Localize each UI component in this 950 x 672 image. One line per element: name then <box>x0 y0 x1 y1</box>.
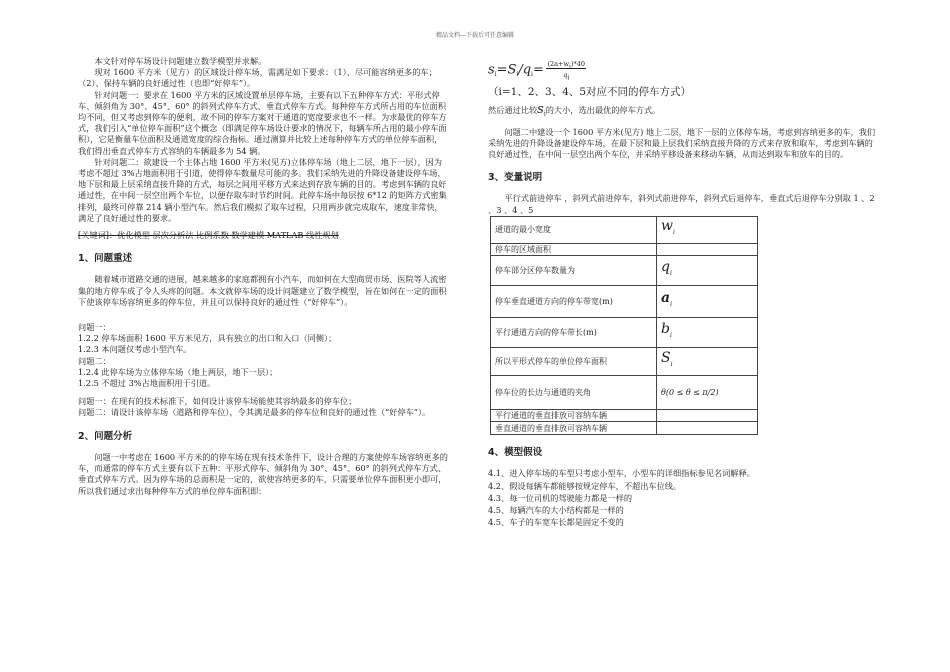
section2-title: 2、问题分析 <box>78 430 133 442</box>
table-row: 通道的最小宽度 $w_i$ <box>491 216 758 243</box>
list-item: 4.5、每辆汽车的大小结构都是一样的 <box>488 505 624 516</box>
problem2-summary: 针对问题二：欲建设一个主体占地 1600 平方米(见方)立体停车场（地上二层，地下一层），因为考虑不超过 3%占地面积用于引道，使得停车数量尽可能的多。我们采纳先进的升降设备建设停车场，地下层和最上层采纳直接升降的方式，每层之间用平移方式来达到存放车辆的目的。考虑到车辆的良好通过性，在中间一层空出两个车位，以便存取车时节约时间。此停车场中每层按 6*12 的矩阵方式密集排列，最终可停靠 214 辆小型汽车。然后我们模拟了取车过程，只用两步就完成取车，速度非常快，满足了良好通过性的要求。 <box>78 156 447 223</box>
question1-text: 问题一：在现有的技术标准下，如何设计该停车场能使其容纳最多的停车位； <box>78 396 357 407</box>
intro-paragraph: 本文针对停车场设计问题建立数学模型并求解。 <box>94 56 267 66</box>
right-column <box>488 56 880 529</box>
keywords: [关键词]：优化模型 层次分析法 比例系数 数学建模 MATLAB 线性规划 <box>78 230 339 241</box>
list-item: 4.5、车子的车宽车长都是固定不变的 <box>488 517 624 528</box>
header-note: 精品文档---下载后可任意编辑 <box>435 32 515 39</box>
section1-title: 1、问题重述 <box>78 253 133 265</box>
left-column <box>78 56 450 497</box>
q1-item: 1.2.3 本问题仅考虑小型汽车。 <box>78 344 192 355</box>
table-row: 停车部分区停车数量为 $q_i$ <box>491 256 758 286</box>
table-row: 平行通道的垂直排放可容纳车辆 <box>491 410 758 422</box>
section4-title: 4、模型假设 <box>488 447 543 459</box>
table-row: 停车的区域面积 <box>491 243 758 255</box>
compare-sentence: 然后通过比较$s_i$的大小，选出最优的停车方式。 <box>488 101 661 118</box>
problem2-analysis: 问题二中建设一个 1600 平方米(见方) 地上二层，地下一层的立体停车场，考虑到容纳更多的车，我们采纳先进的升降设备建设停车场，在最下层和最上层我们采纳直接升降的方式来存放和取车，考虑到车辆的良好通过性，在中间一层空出两个车位，并采纳平移设备来移动车辆，从而达到取车和放车的目的。 <box>488 126 876 160</box>
unit-area-formula: $s_i=S_i/q_i= \frac{(2a+wi)*40}{qi}$ <box>488 60 586 82</box>
assumption-list <box>488 468 880 528</box>
list-item: 4.1、进入停车场的车型只考虑小型车，小型车的详细指标参见名词解释。 <box>488 468 755 479</box>
list-item: 4.3、每一位司机的驾驶能力都是一样的 <box>488 492 633 503</box>
q1-item: 1.2.2 停车场面积 1600 平方米见方，具有独立的出口和入口（同侧）； <box>78 333 337 344</box>
question2-text: 问题二：请设计该停车场（道路和停车位），令其满足最多的停车位和良好的通过性（“好停车”）。 <box>78 407 431 418</box>
table-row: 所以平形式停车的单位停车面积 $S_i$ <box>491 348 758 376</box>
section3-title: 3、变量说明 <box>488 172 543 184</box>
restatement-paragraph: 随着城市道路交通的进展，越来越多的家庭都拥有小汽车，而如何在大型商贸市场、医院等人流密集的地方停车成了令人头疼的问题。本文就停车场的设计问题建立了数学模型，旨在如何在一定的面积下使该停车场容纳更多的停车位，并且可以保持良好的通过性（“好停车”）。 <box>78 274 447 307</box>
table-row: 停车位的长边与通道的夹角 θ(0 ≤ θ ≤ π/2) <box>491 376 758 410</box>
q2-item: 1.2.4 此停车场为立体停车场（地上两层，地下一层）； <box>78 366 278 377</box>
formula-cases: （i=1、2、3、4、5对应不同的停车方式） <box>488 85 692 98</box>
requirements-paragraph: 现对 1600 平方米（见方）的区域设计停车场，需满足如下要求：（1）、尽可能容纳更多的车；（2）、保持车辆的良好通过性（也即“好停车”）。 <box>78 67 437 89</box>
variable-intro: 平行式前进停车 ，斜列式前进停车，斜列式前进停车，斜列式后退停车，垂直式后退停车分别取 1 、2 、3 、4 、5 <box>488 193 875 215</box>
analysis-paragraph: 问题一中考虑在 1600 平方米的的停车场在现有技术条件下，设计合理的方案使停车场容纳更多的车，而通常的停车方式主要有以下五种：平形式停车、倾斜角为 30°、45°、60° 的斜列式停车方式、垂直式停车方式。因为停车场的总面积是一定的，欲使容纳更多的车，只需要单位停车面积更小即可，所以我们通过求出每种停车方式的单位停车面积即： <box>78 451 448 496</box>
q2-item: 1.2.5 不超过 3%占地面积用于引道。 <box>78 378 216 389</box>
variable-table <box>490 216 758 435</box>
problem1-summary: 针对问题一：要求在 1600 平方米的区域设置单层停车场，主要有以下五种停车方式：平形式停车、倾斜角为 30°、45°、60° 的斜列式停车方式、垂直式停车方式。每种停车方式所占用的车位面积均不同，但又考虑到停车的便利，故不同的停车方案对于通道的宽度要求也不一样。为求最优的停车方式，我们引入“单位停车面积”这个概念（即满足停车场设计要求的情况下，每辆车所占用的最小停车面积），它是衡量车位面积及通道宽度的综合指标。通过测算并比较上述每种停车方式的单位停车面积，我们得出垂直式停车方式容纳的车辆最多为 54 辆。 <box>78 89 447 156</box>
q2-heading: 问题二： <box>78 355 111 366</box>
q1-heading: 问题一： <box>78 322 111 333</box>
table-row: 垂直通道的垂直排放可容纳车辆 <box>491 422 758 435</box>
table-row: 平行通道方向的停车带长(m) $b_i$ <box>491 318 758 348</box>
table-row: 停车垂直通道方向的停车带宽(m) $a_i$ <box>491 286 758 318</box>
list-item: 4.2、假设每辆车都能够按规定停车，不超出车位线。 <box>488 480 682 491</box>
